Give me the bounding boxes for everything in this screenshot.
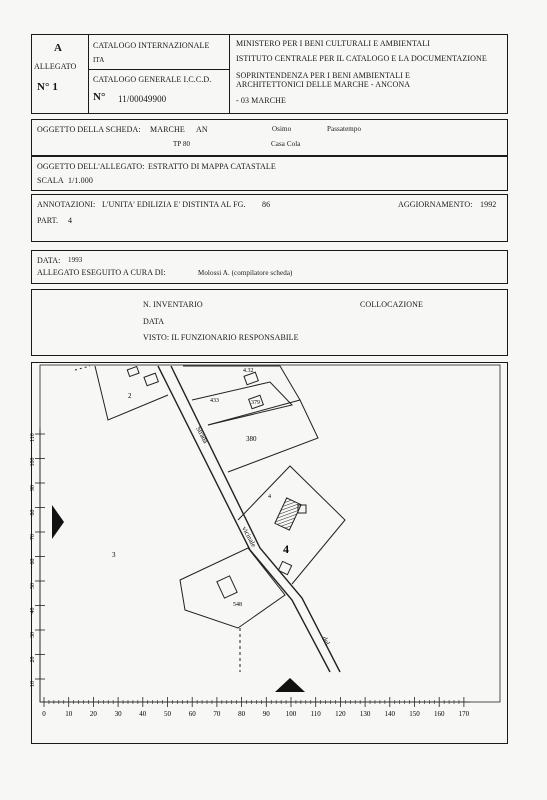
road-label-strada: Strada: [194, 425, 210, 445]
y-tick-label: 40: [30, 607, 36, 614]
parcel-2-boundary: [95, 366, 168, 420]
road-label-del: del: [320, 635, 332, 647]
parcel-label-379: 379: [251, 400, 260, 406]
ministero-text: MINISTERO PER I BENI CULTURALI E AMBIENTALI: [236, 39, 431, 48]
y-tick-label: 80: [30, 509, 36, 516]
aggiornamento-value: 1992: [480, 200, 497, 209]
istituto-text: ISTITUTO CENTRALE PER IL CATALOGO E LA DOCUMENTAZIONE: [236, 54, 487, 63]
part-label: PART.: [37, 216, 59, 225]
y-axis-ticks: [30, 433, 45, 687]
scala-label: SCALA: [37, 176, 64, 185]
x-tick-label: 80: [238, 710, 246, 718]
y-tick-label: 30: [30, 632, 36, 638]
parcel-label-433: 433: [210, 398, 219, 404]
x-tick-label: 110: [310, 710, 321, 718]
parcel-label-380: 380: [246, 435, 257, 443]
annotazioni-foglio: 86: [262, 200, 271, 209]
x-tick-label: 170: [458, 710, 470, 718]
aggiornamento-label: AGGIORNAMENTO:: [398, 200, 473, 209]
allegato-number: N° 1: [37, 81, 58, 93]
soprintendenza-line-2: ARCHITETTONICI DELLE MARCHE - ANCONA: [236, 80, 411, 89]
x-tick-label: 150: [409, 710, 420, 718]
boundary-dotted: [75, 366, 90, 370]
road-edge-left: [158, 366, 330, 672]
annotazioni-value: L'UNITA' EDILIZIA E' DISTINTA AL FG.: [102, 200, 246, 209]
oggetto-scheda-comune: Osimo: [272, 125, 292, 133]
x-tick-label: 140: [384, 710, 396, 718]
x-tick-label: 120: [335, 710, 346, 718]
oggetto-scheda-provincia: AN: [196, 125, 208, 134]
oggetto-scheda-regione: MARCHE: [150, 125, 185, 134]
x-tick-label: 160: [433, 710, 445, 718]
data-label: DATA:: [37, 256, 61, 265]
left-marker-triangle: [52, 505, 64, 539]
building-548: [217, 576, 237, 598]
parcel-380-boundary: [208, 400, 318, 472]
inventario-data-label: DATA: [143, 317, 165, 326]
x-axis-ticks: [42, 697, 469, 718]
building-432: [244, 372, 258, 385]
parcel-label-548: 548: [233, 602, 242, 608]
parcel-label-3: 3: [112, 551, 116, 559]
collocazione-label: COLLOCAZIONE: [360, 300, 423, 309]
part-value: 4: [68, 216, 73, 225]
eseguito-label: ALLEGATO ESEGUITO A CURA DI:: [37, 268, 166, 277]
eseguito-value: Molossi A. (compilatore scheda): [198, 269, 293, 277]
x-tick-label: 20: [89, 710, 97, 718]
catalogo-internazionale-value: ITA: [93, 56, 105, 64]
oggetto-scheda-denominazione: Casa Cola: [271, 140, 301, 148]
oggetto-allegato-label: OGGETTO DELL'ALLEGATO:: [37, 162, 145, 171]
y-tick-label: 50: [30, 583, 36, 589]
inventario-label: N. INVENTARIO: [143, 300, 203, 309]
parcel-label-4a: 4: [268, 494, 271, 500]
oggetto-scheda-label: OGGETTO DELLA SCHEDA:: [37, 125, 141, 134]
x-tick-label: 60: [188, 710, 196, 718]
oggetto-scheda-localita: Passatempo: [327, 125, 362, 133]
x-tick-label: 90: [262, 710, 270, 718]
data-value: 1993: [68, 256, 83, 264]
x-tick-label: 40: [139, 710, 147, 718]
x-tick-label: 30: [114, 710, 122, 718]
x-tick-label: 0: [42, 710, 46, 718]
map-window: [40, 365, 500, 702]
oggetto-scheda-codice: TP 80: [173, 140, 191, 148]
x-tick-label: 50: [164, 710, 171, 718]
soprintendenza-line-1: SOPRINTENDENZA PER I BENI AMBIENTALI E: [236, 71, 411, 80]
catalogo-generale-label: CATALOGO GENERALE I.C.C.D.: [93, 75, 212, 84]
parcel-label-432: 4.32: [243, 368, 254, 374]
parcel-label-4b: 4: [283, 542, 289, 556]
building-2: [144, 373, 158, 386]
y-tick-label: 110: [30, 433, 36, 442]
y-tick-label: 90: [30, 485, 36, 491]
y-tick-label: 60: [30, 558, 36, 565]
x-tick-label: 130: [359, 710, 371, 718]
x-tick-label: 70: [213, 710, 221, 718]
oggetto-allegato-value: ESTRATTO DI MAPPA CATASTALE: [148, 162, 276, 171]
annotazioni-label: ANNOTAZIONI:: [37, 200, 96, 209]
numero-label: N°: [93, 91, 106, 103]
y-tick-label: 100: [30, 457, 36, 467]
bottom-marker-triangle: [275, 678, 305, 692]
parcel-433-boundary: [192, 382, 292, 425]
catalogo-internazionale-label: CATALOGO INTERNAZIONALE: [93, 41, 210, 50]
scala-value: 1/1.000: [68, 176, 93, 185]
y-tick-label: 10: [30, 681, 36, 687]
allegato-label: ALLEGATO: [34, 62, 77, 71]
allegato-letter: A: [54, 42, 63, 54]
y-tick-label: 70: [30, 534, 36, 540]
parcel-label-2: 2: [128, 392, 132, 400]
numero-value: 11/00049900: [118, 94, 167, 104]
x-tick-label: 10: [65, 710, 73, 718]
y-tick-label: 20: [30, 656, 36, 663]
road-label-vicinale: vicinale: [240, 525, 258, 549]
visto-label: VISTO: IL FUNZIONARIO RESPONSABILE: [143, 333, 299, 342]
soprintendenza-line-3: - 03 MARCHE: [236, 96, 286, 105]
x-tick-label: 100: [285, 710, 297, 718]
building-1: [127, 366, 139, 376]
building-4-hatched: [275, 498, 301, 530]
